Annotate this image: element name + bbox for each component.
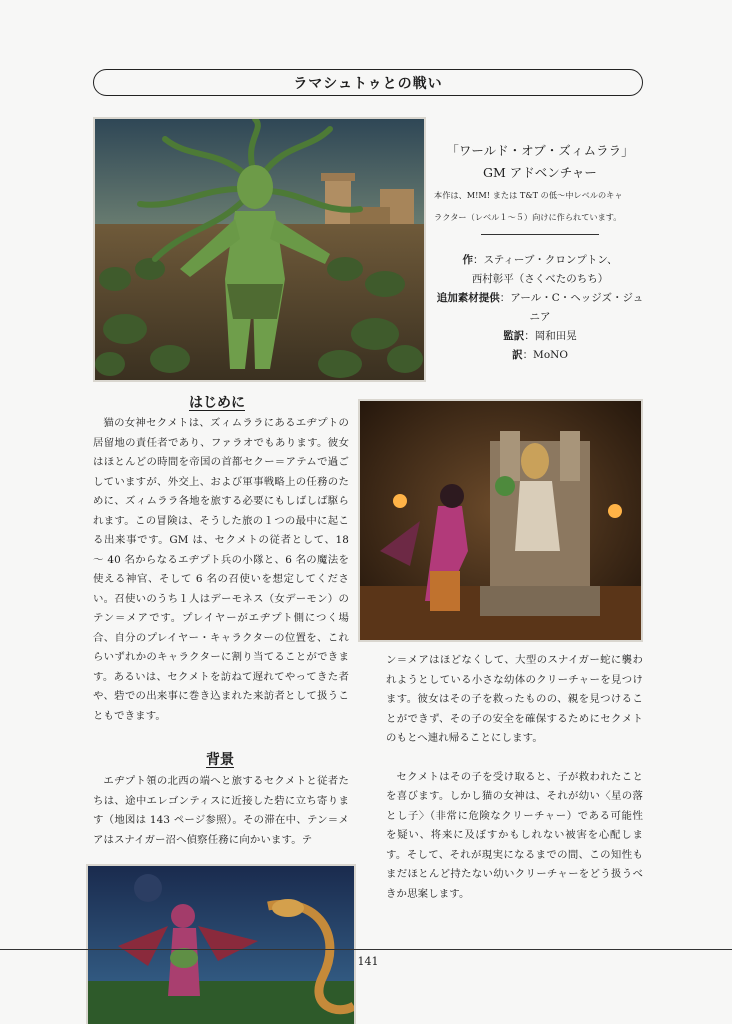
background-paragraph: エヂプト領の北西の端へと旅するセクメトと従者たちは、途中エレゴンティスに近接した砦に立ち寄ります（地図は 143 ページ参照）。その滞在中、テン＝メアはスナイガー沼へ偵察任務に向かいます。テ [93, 775, 349, 846]
credit-author: 作：スティーブ・クロンプトン、 [462, 254, 618, 266]
description-line-1: 本作は、M!M! または T&T の低～中レベルのキャ [434, 190, 623, 200]
adventure-subtitle: GM アドベンチャー [483, 165, 597, 180]
right-column-body [386, 651, 643, 904]
intro-body [93, 414, 349, 726]
serpent-illustration [86, 864, 356, 1024]
intro-paragraph: 猫の女神セクメトは、ズィムララにあるエヂプトの居留地の責任者であり、ファラオでもあります。彼女はほとんどの時間を帝国の首都セクー＝アテムで過ごしていますが、外交上、および軍事戦略上の任務のために、ズィムララ各地を旅する必要にもしばしば駆られます。この冒険は、そうした旅の１つの最中に起こる出来事です。GM は、セクメトの従者として、18 ～ 40 名からなるエヂプト兵の小隊と、6 名の魔法を使える神官、そして 6 名の召使いを想定してください。召使いのうち１人はデーモネス（女デーモン）のテン＝メアです。プレイヤーがエヂプト側につく場合、自分のプレイヤー・キャラクターの位置を、これらいずれかのキャラクターに割り当てることができます。あるいは、セクメトを訪ねて遅れてやってきた者や、砦での出来事に巻き込まれた来訪者として扱うこともできます。 [93, 417, 349, 722]
footer-rule [0, 949, 732, 950]
chapter-title: ラマシュトゥとの戦い [293, 75, 443, 92]
intro-heading: はじめに [189, 395, 245, 411]
continued-paragraph: ン＝メアはほどなくして、大型のスナイガー蛇に襲われようとしている小さな幼体のクリーチャーを見つけます。彼女はその子を救ったものの、親を見つけることができず、その子の安全を確保するためにセクメトのもとへ連れ帰ることにします。 [386, 654, 643, 744]
credit-translator: 訳：MoNO [512, 349, 568, 361]
description-line-2: ラクター（レベル１～５）向けに作られています。 [434, 212, 622, 222]
page-number: 141 [357, 955, 379, 968]
sekhmet-paragraph: セクメトはその子を受け取ると、子が救われたことを喜びます。しかし猫の女神は、それが幼い〈星の落とし子〉（非常に危険なクリーチャー）である可能性を疑い、将来に及ぼすかもしれない被害を心配します。そして、それが現実になるまでの間、この知性もまだほとんど持たない幼いクリーチャーをどう扱うべきか思案します。 [386, 770, 643, 900]
throne-illustration [358, 399, 643, 642]
credit-author-2: 西村彰平（さくべたのちち） [471, 273, 609, 285]
adventure-title: 「ワールド・オブ・ズィムララ」 [446, 143, 634, 158]
credit-supervisor: 監訳：岡和田晃 [503, 330, 577, 342]
credits-divider [481, 234, 599, 235]
chapter-title-box [93, 69, 643, 96]
background-heading: 背景 [206, 752, 234, 768]
credit-additional: 追加素材提供：アール・C・ヘッジズ・ジュニア [436, 292, 644, 323]
credits-block [432, 140, 648, 365]
medusa-illustration [93, 117, 426, 382]
background-body [93, 772, 349, 850]
